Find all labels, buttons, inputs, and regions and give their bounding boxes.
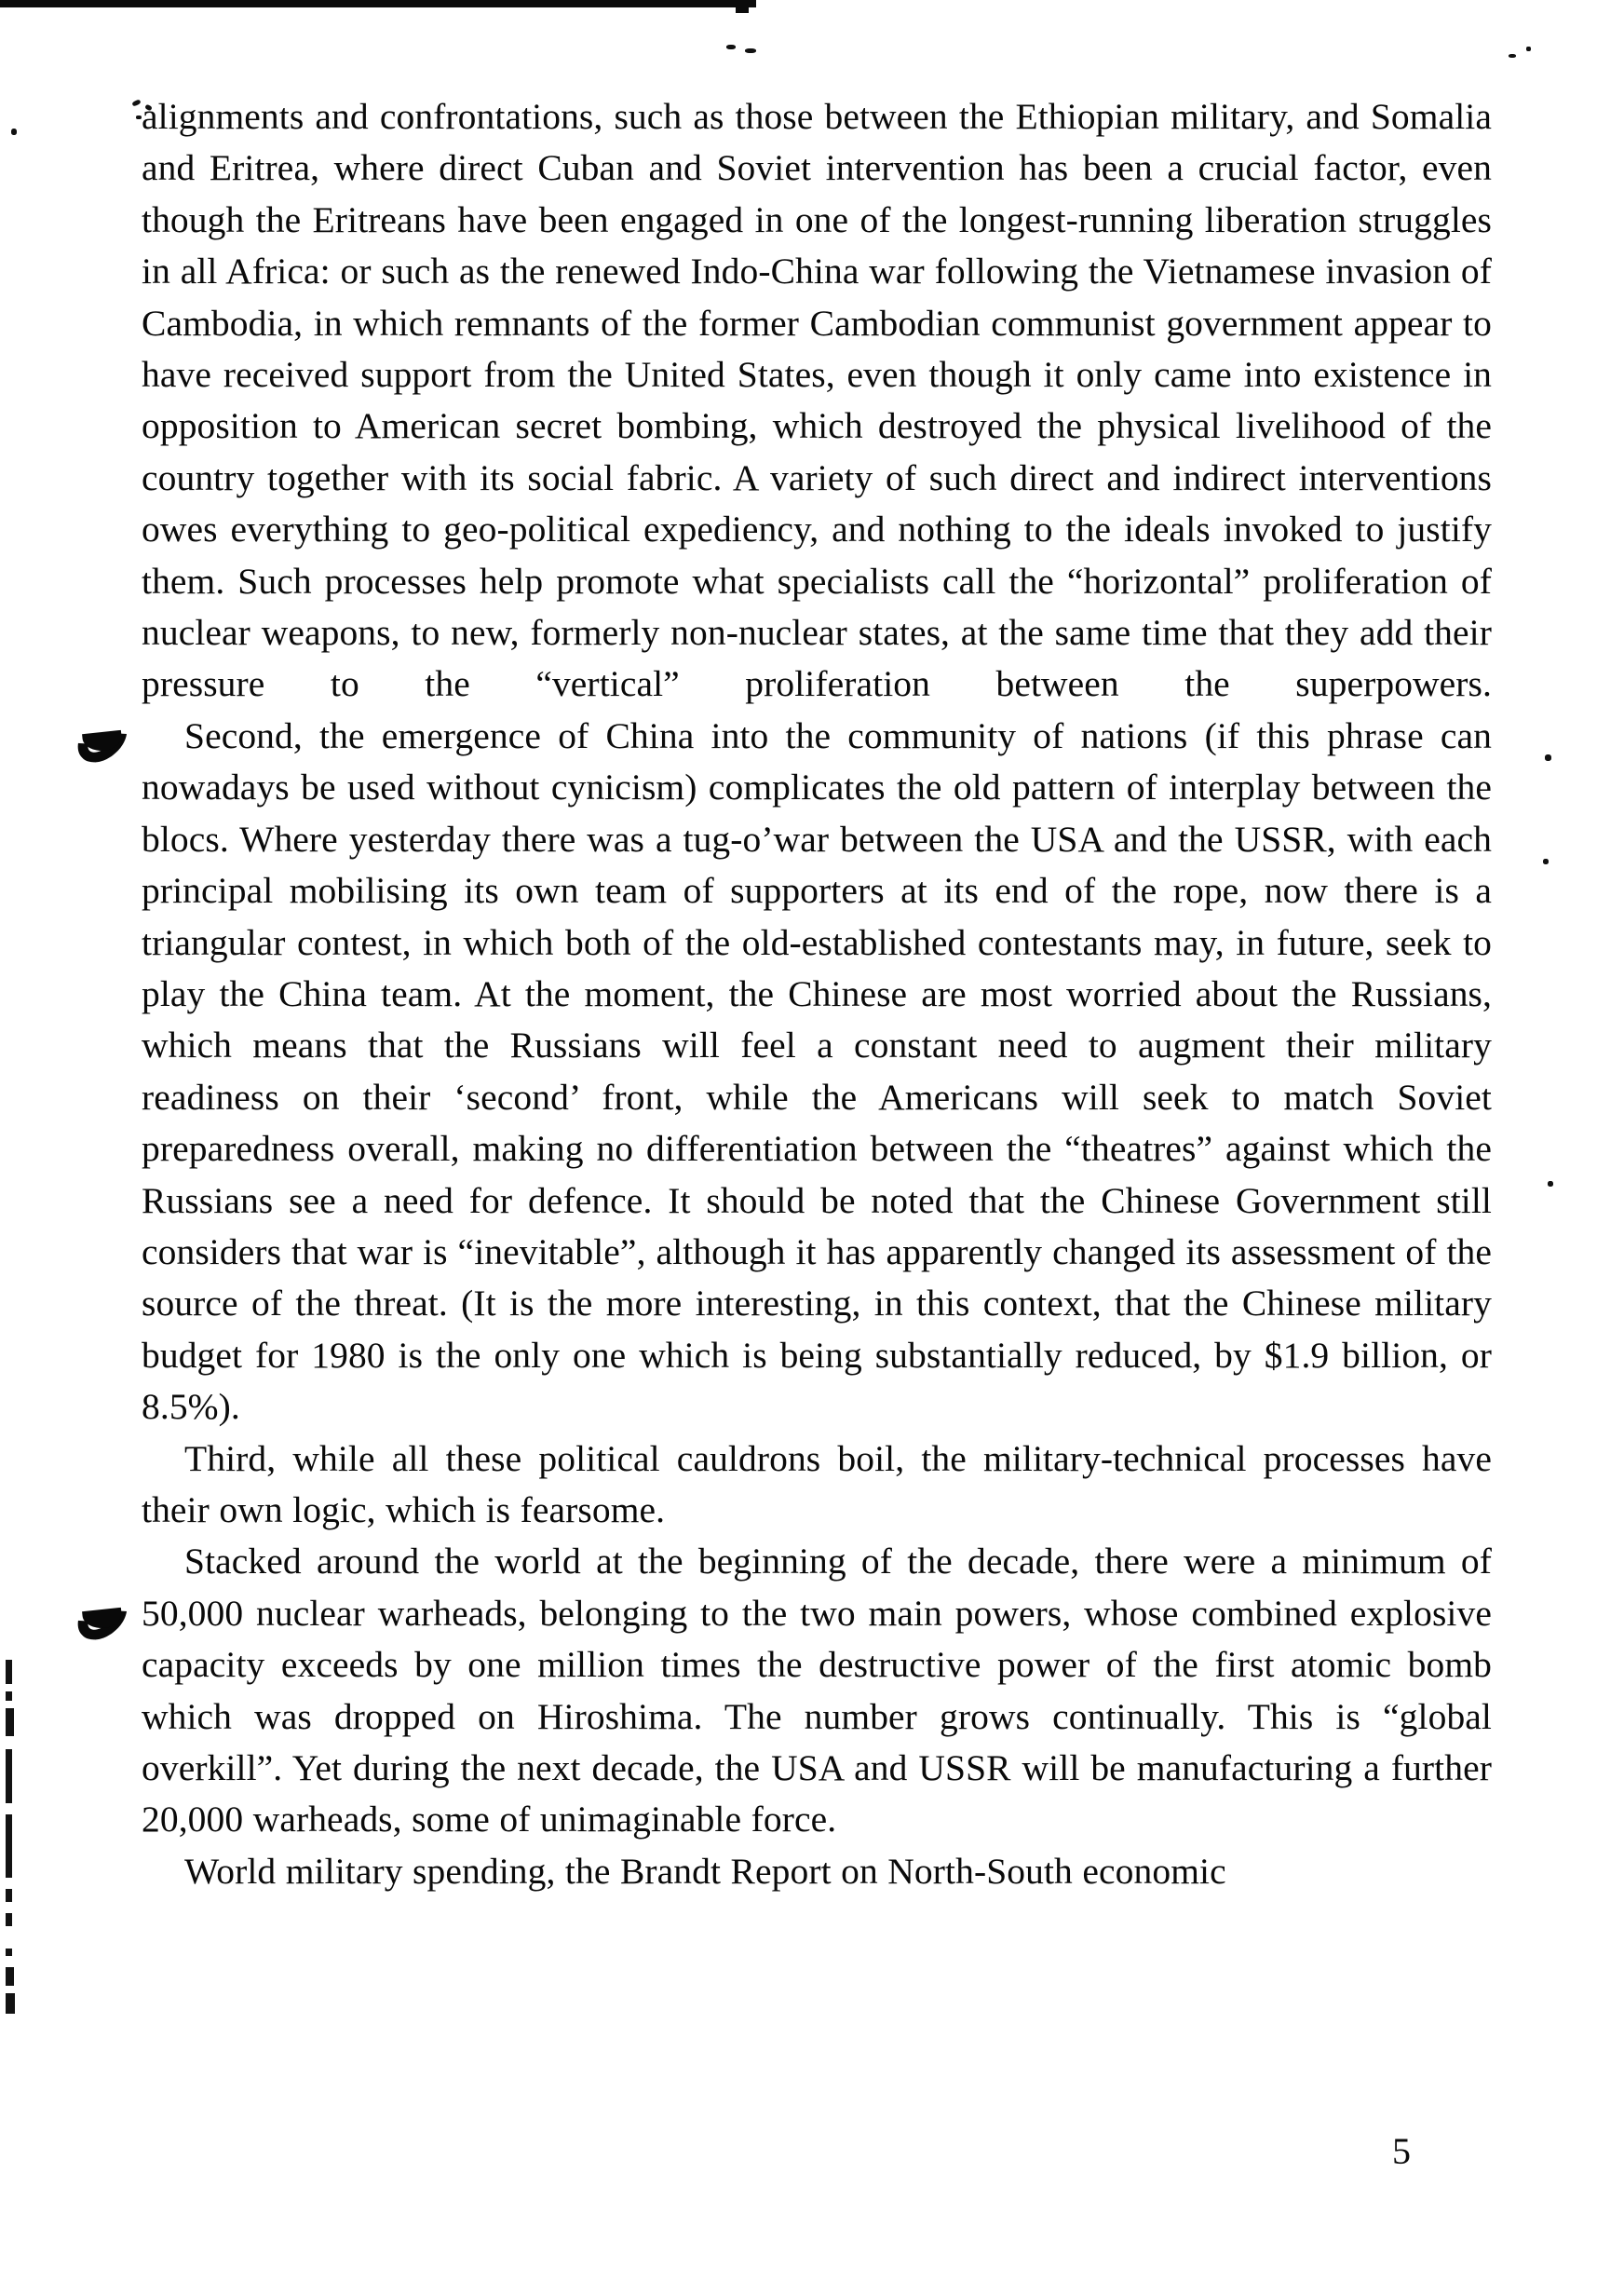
paragraph-2: Second, the emergence of China into the community of nations (if this phrase can nowadays be used without cynicism) complicates the old pattern of interplay between the blocs. Where yesterday there was a tug-o’war between the USA and the USSR, with each principal mobilising its own team of supporters at its end of the rope, now there is a triangular contest, in which both of the old-established contestants may, in future, seek to play the China team. At the moment, the Chinese are most worried about the Russians, which means that the Russians will feel a constant need to augment their military readiness on their ‘second’ front, while the Americans will seek to match Soviet preparedness overall, making no differentiation between the “theatres” against which the Russians see a need for defence. It should be noted that the Chinese Government still considers that war is “inevitable”, although it has apparently changed its assessment of the source of the threat. (It is the more interesting, in this context, that the Chinese military budget for 1980 is the only one which is being substantially reduced, by $1.9 billion, or 8.5%). [142,714,1492,1428]
scan-edge-artifact-top-right [736,0,749,13]
page-number: 5 [1392,2130,1411,2172]
paragraph-5: World military spending, the Brandt Report on North-South economic [184,1850,1226,1892]
paragraph-4: Stacked around the world at the beginning of the decade, there were a minimum of 50,000 nuclear warheads, belonging to the two main powers, whose combined explosive capacity exceeds by one million times the destructive power of the first atomic bomb which was dropped on Hiroshima. The number grows continually. This is “global overkill”. Yet during the next decade, the USA and USSR will be manufacturing a further 20,000 warheads, some of unimaginable force. [142,1541,1492,1840]
margin-crescent-mark-1 [74,719,132,760]
scan-speck [1545,754,1551,761]
scan-speck [1509,54,1516,58]
scan-speck [11,129,17,135]
scan-speck [131,99,141,106]
margin-crescent-mark-2 [74,1596,132,1637]
scan-edge-artifact-top [0,0,756,7]
scan-speck [1526,47,1531,51]
paragraph-3: Third, while all these political cauldrons boil, the military-technical processes have their own logic, which is fearsome. [142,1437,1492,1530]
scan-speck [745,48,756,53]
scan-edge-artifact-left [6,1660,12,1913]
page-text-block [142,91,1492,1897]
paragraph-1: alignments and confrontations, such as those between the Ethiopian military, and Somalia and Eritrea, where direct Cuban and Soviet intervention has been a crucial factor, even though the Eritreans have been engaged in one of the longest-running liberation struggles in all Africa: or such as the renewed Indo-China war following the Vietnamese invasion of Cambodia, in which remnants of the former Cambodian communist government appear to have received support from the United States, even though it only came into existence in opposition to American secret bombing, which destroyed the physical livelihood of the country together with its social fabric. A variety of such direct and indirect interventions owes everything to geo-political expediency, and nothing to the ideals invoked to justify them. Such processes help promote what specialists call the “horizontal” proliferation of nuclear weapons, to new, formerly non-nuclear states, at the same time that they add their pressure to the “vertical” proliferation between the superpowers. [142,96,1492,705]
scan-speck [1548,1181,1553,1187]
scan-speck [1543,859,1549,864]
scan-speck [726,45,736,49]
